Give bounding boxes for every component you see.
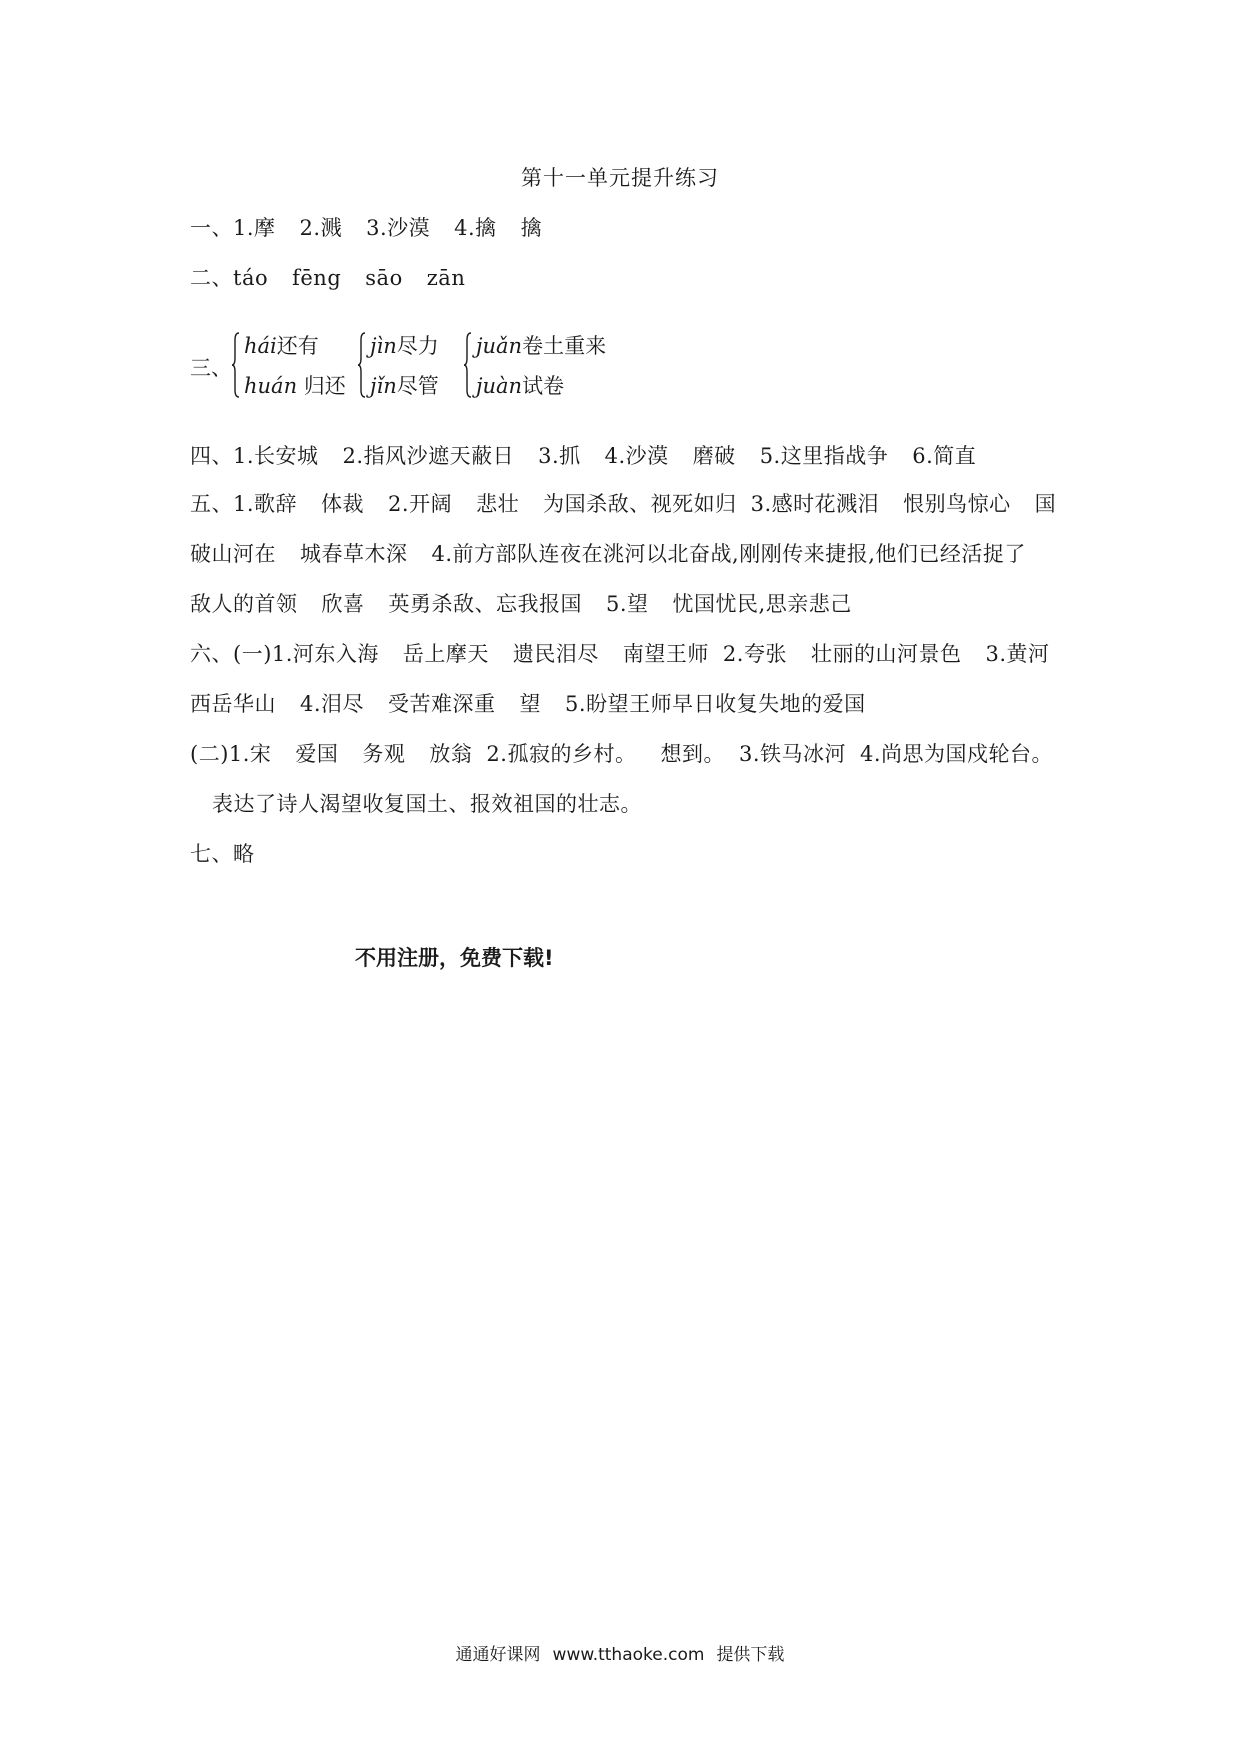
- section-three-label: 三、: [190, 356, 232, 380]
- section-six-line-4: 表达了诗人渴望收复国土、报效祖国的壮志。: [212, 792, 642, 816]
- pinyin-bottom: huán: [244, 374, 298, 398]
- left-brace-icon: [358, 332, 366, 398]
- section-five-line-1: [190, 488, 1056, 518]
- answer-item: 磨破: [692, 444, 736, 468]
- answer-item: 国: [1034, 492, 1057, 516]
- answer-item: 2.夸张: [722, 642, 787, 666]
- section-five-line-2: [190, 538, 1026, 568]
- pinyin-item: fēng: [292, 266, 342, 290]
- answer-item: 5.盼望王师早日收复失地的爱国: [565, 692, 866, 716]
- answer-item: 爱国: [295, 742, 339, 766]
- answer-item: 岳上摩天: [402, 642, 489, 666]
- section-two-label: 二、: [190, 266, 233, 290]
- answer-item: 城春草木深: [300, 542, 408, 566]
- answer-item: 6.简直: [912, 444, 977, 468]
- page-footer: [0, 1640, 1240, 1665]
- section-four-label: 四、: [190, 444, 233, 468]
- answer-item: 2.开阔: [388, 492, 453, 516]
- answer-item: 敌人的首领: [190, 592, 298, 616]
- pinyin-top: juǎn: [476, 334, 523, 358]
- pinyin-item: zān: [426, 266, 466, 290]
- answer-item: 2.孤寂的乡村。: [486, 742, 637, 766]
- answer-item: 3.抓: [538, 444, 581, 468]
- section-seven: 七、略: [190, 842, 255, 866]
- answer-item: 西岳华山: [190, 692, 276, 716]
- answer-item: 2.溅: [299, 216, 343, 240]
- left-brace-icon: [232, 332, 240, 398]
- word-top: 还有: [276, 334, 319, 358]
- footer-url[interactable]: www.tthaoke.com: [552, 1645, 705, 1665]
- answer-item: 望: [519, 692, 542, 716]
- word-bottom: 尽管: [396, 374, 439, 398]
- pinyin-bottom: jǐn: [370, 374, 397, 398]
- answer-item: 遗民泪尽: [512, 642, 599, 666]
- answer-item: 破山河在: [190, 542, 276, 566]
- page-title: 第十一单元提升练习: [521, 166, 719, 190]
- section-six-line-1: [190, 638, 1050, 668]
- section-one-label: 一、: [190, 216, 233, 240]
- word-top: 尽力: [396, 334, 439, 358]
- answer-item: 南望王师: [622, 642, 709, 666]
- answer-item: 体裁: [321, 492, 365, 516]
- answer-item: 忧国忧民,思亲悲己: [672, 592, 852, 616]
- answer-item: 壮丽的山河景色: [810, 642, 962, 666]
- answer-item: 5.这里指战争: [759, 444, 889, 468]
- section-one: [190, 212, 542, 242]
- answer-item: 恨别鸟惊心: [903, 492, 1011, 516]
- pinyin-bottom: juàn: [476, 374, 523, 398]
- answer-item: 5.望: [606, 592, 649, 616]
- answer-item: 英勇杀敌、忘我报国: [388, 592, 582, 616]
- answer-item: 4.泪尽: [300, 692, 365, 716]
- answer-item: 受苦难深重: [388, 692, 496, 716]
- answer-item: 2.指风沙遮天蔽日: [342, 444, 515, 468]
- answer-item: 欣喜: [321, 592, 365, 616]
- answer-item: 4.尚思为国戍轮台。: [860, 742, 1054, 766]
- footer-note: 提供下载: [716, 1645, 785, 1665]
- answer-item: 务观: [362, 742, 406, 766]
- section-four: [190, 440, 976, 470]
- pinyin-item: táo: [233, 266, 269, 290]
- pinyin-top: hái: [244, 334, 277, 358]
- promo-text: 不用注册，免费下载!: [355, 946, 554, 970]
- pinyin-top: jìn: [370, 334, 397, 358]
- answer-item: 3.沙漠: [366, 216, 431, 240]
- answer-item: 擒: [520, 216, 543, 240]
- answer-item: 六、(一)1.河东入海: [190, 642, 379, 666]
- answer-item: 悲壮: [476, 492, 520, 516]
- footer-site-name: 通通好课网: [455, 1645, 541, 1665]
- word-bottom: 归还: [303, 374, 346, 398]
- answer-item: (二)1.宋: [190, 742, 272, 766]
- answer-item: 为国杀敌、视死如归: [543, 492, 737, 516]
- section-two: [190, 262, 465, 292]
- answer-item: 4.擒: [454, 216, 497, 240]
- answer-item: 放翁: [429, 742, 473, 766]
- section-six-line-3: [190, 738, 1053, 768]
- section-six-line-2: [190, 688, 866, 718]
- answer-item: 五、1.歌辞: [190, 492, 298, 516]
- pinyin-item: sāo: [365, 266, 403, 290]
- answer-item: 3.黄河: [985, 642, 1050, 666]
- answer-item: 1.摩: [233, 216, 276, 240]
- answer-item: 3.铁马冰河: [738, 742, 847, 766]
- answer-item: 3.感时花溅泪: [750, 492, 880, 516]
- left-brace-icon: [464, 332, 472, 398]
- answer-item: 想到。: [660, 742, 725, 766]
- word-top: 卷土重来: [522, 334, 607, 358]
- section-five-line-3: [190, 588, 852, 618]
- answer-item: 4.沙漠: [604, 444, 669, 468]
- word-bottom: 试卷: [522, 374, 565, 398]
- answer-item: 1.长安城: [233, 444, 319, 468]
- answer-item: 4.前方部队连夜在洮河以北奋战,刚刚传来捷报,他们已经活捉了: [431, 542, 1026, 566]
